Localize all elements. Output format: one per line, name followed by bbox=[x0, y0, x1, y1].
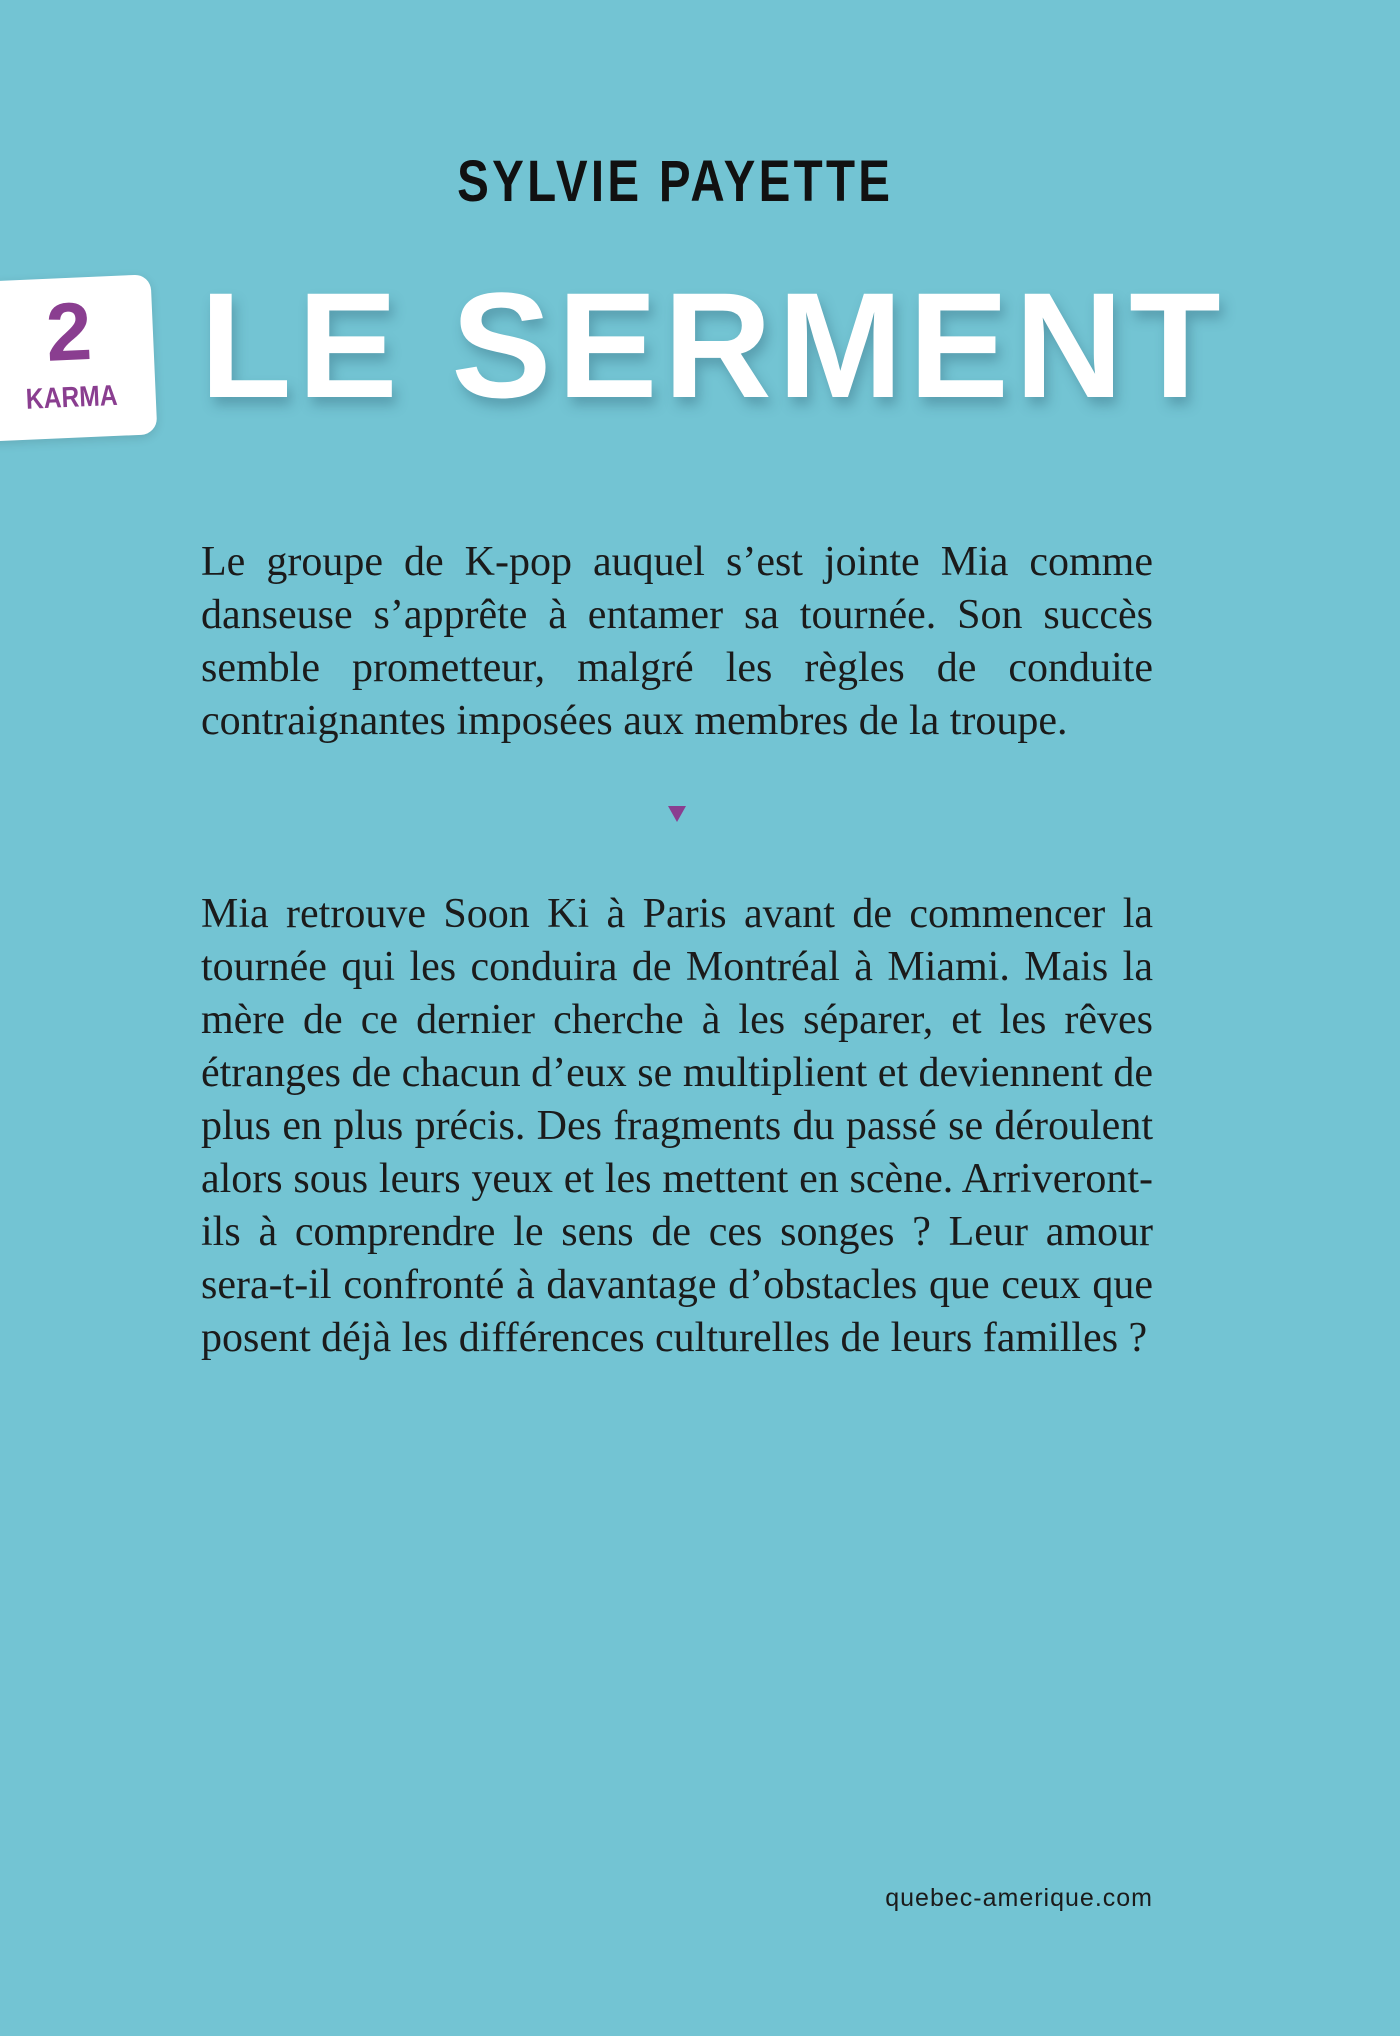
blurb-paragraph-2: Mia retrouve Soon Ki à Paris avant de commencer la tournée qui les conduira de Montréal à Miami. Mais la mère de ce dernier cherche à les séparer, et les rêves étranges de chacun d’eux se multiplient et deviennent de plus en plus précis. Des fragments du passé se déroulent alors sous leurs yeux et les mettent en scène. Arriveront-ils à comprendre le sens de ces songes ? Leur amour sera-t-il confronté à davantage d’obstacles que ceux que posent déjà les différences culturelles de leurs familles ? bbox=[201, 891, 1153, 1361]
blurb-paragraph-1: Le groupe de K-pop auquel s’est jointe Mia comme danseuse s’apprête à entamer sa tournée. Son succès semble prometteur, malgré les règles de conduite contraignantes imposées aux membres de la troupe. bbox=[201, 539, 1153, 744]
author-name: SYLVIE PAYETTE bbox=[457, 149, 894, 214]
triangle-divider-icon bbox=[668, 806, 686, 822]
book-title: LE SERMENT bbox=[200, 261, 1227, 429]
series-volume-number: 2 bbox=[44, 285, 94, 379]
publisher-website: quebec-amerique.com bbox=[885, 1884, 1153, 1912]
series-name: KARMA bbox=[25, 379, 119, 416]
series-badge bbox=[0, 274, 157, 441]
